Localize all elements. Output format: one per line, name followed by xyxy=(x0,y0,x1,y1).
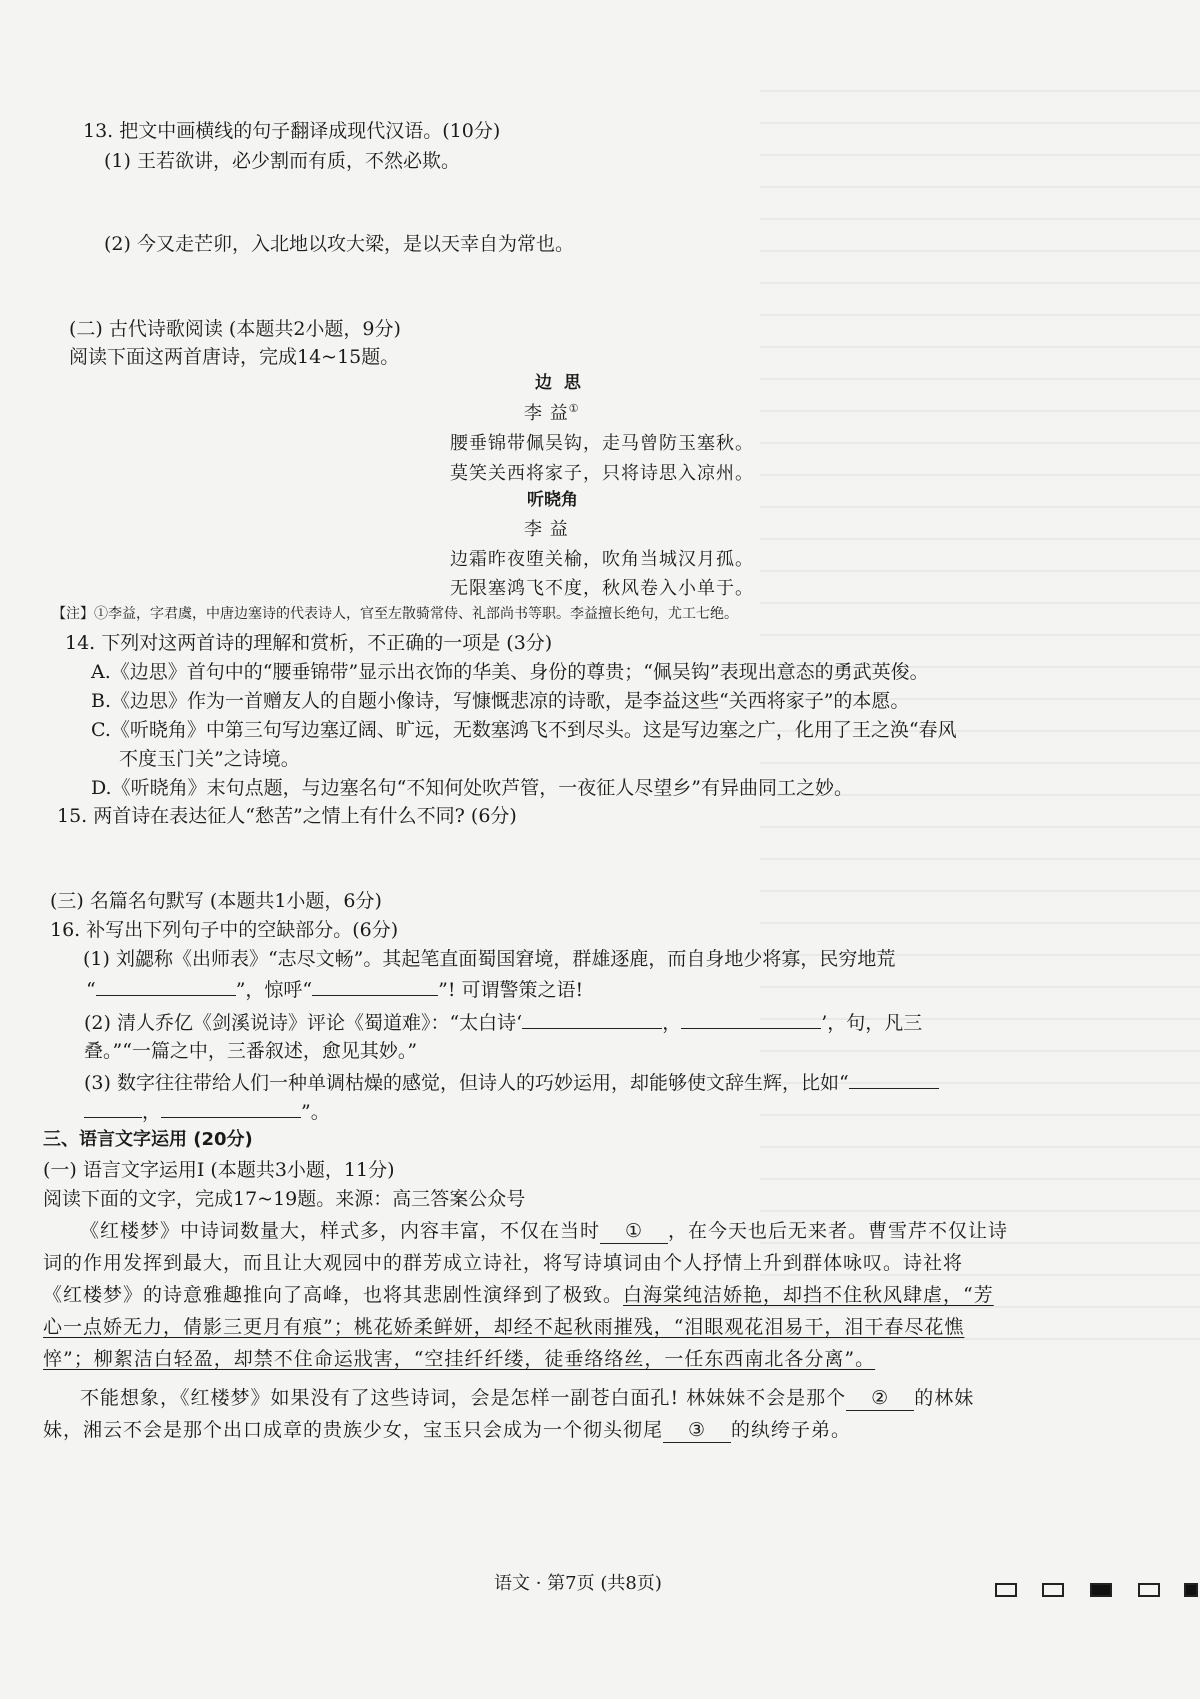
scan-mark xyxy=(1138,1583,1160,1597)
underlined-sentence: 悴”；柳絮洁白轻盈，却禁不住命运戕害，“空挂纤纤缕，徒垂络络丝，一任东西南北各分离”。 xyxy=(43,1348,876,1370)
show-through-text xyxy=(760,90,1200,1340)
poem1-line-1: 腰垂锦带佩吴钩，走马曾防玉塞秋。 xyxy=(450,433,754,454)
underlined-sentence: 白海棠纯洁娇艳，却挡不住秋风肆虐，“芳 xyxy=(623,1284,994,1306)
q13-sentence-1: (1) 王若欲讲，必少割而有质，不然必欺。 xyxy=(104,150,460,172)
page-footer: 语文 · 第7页 (共8页) xyxy=(494,1573,662,1594)
q13-stem: 13. 把文中画横线的句子翻译成现代汉语。(10分) xyxy=(83,120,501,142)
poetry-intro: 阅读下面这两首唐诗，完成14~15题。 xyxy=(69,346,400,368)
section-heading-poetry: (二) 古代诗歌阅读 (本题共2小题，9分) xyxy=(69,318,401,340)
passage-line-7: 妹，湘云不会是那个出口成章的贵族少女，宝玉只会成为一个彻头彻尾 ③ 的纨绔子弟。 xyxy=(43,1419,852,1441)
part-heading-language: 三、语言文字运用 (20分) xyxy=(43,1129,253,1150)
q16-stem: 16. 补写出下列句子中的空缺部分。(6分) xyxy=(50,919,399,941)
answer-blank[interactable] xyxy=(84,1099,142,1118)
scan-mark xyxy=(995,1583,1017,1597)
q14-stem: 14. 下列对这两首诗的理解和赏析，不正确的一项是 (3分) xyxy=(65,632,553,654)
q14-option-c-line1: C.《听晓角》中第三句写边塞辽阔、旷远，无数塞鸿飞不到尽头。这是写边塞之广，化用了王之涣“春风 xyxy=(91,719,957,741)
passage-line-3: 《红楼梦》的诗意雅趣推向了高峰，也将其悲剧性演绎到了极致。白海棠纯洁娇艳，却挡不住秋风肆虐，“芳 xyxy=(43,1284,994,1306)
poem1-author-note-marker: ① xyxy=(568,402,580,415)
q15-stem: 15. 两首诗在表达征人“愁苦”之情上有什么不同? (6分) xyxy=(57,805,517,827)
answer-blank[interactable] xyxy=(312,977,438,996)
passage-blank-2[interactable]: ② xyxy=(846,1387,914,1411)
scan-mark xyxy=(1090,1583,1112,1597)
q14-option-a: A.《边思》首句中的“腰垂锦带”显示出衣饰的华美、身份的尊贵；“佩吴钩”表现出意态的勇武英俊。 xyxy=(91,661,929,683)
q14-option-c-line2: 不度玉门关”之诗境。 xyxy=(119,748,300,770)
poem1-title: 边 思 xyxy=(535,373,584,393)
underlined-sentence: 心一点娇无力，倩影三更月有痕”；桃花娇柔鲜妍，却经不起秋雨摧残，“泪眼观花泪易干，泪干春尽花憔 xyxy=(43,1316,965,1338)
passage-line-1: 《红楼梦》中诗词数量大，样式多，内容丰富，不仅在当时 ① ，在今天也后无来者。曹雪芹不仅让诗 xyxy=(80,1220,1009,1242)
passage-line-6: 不能想象，《红楼梦》如果没有了这些诗词，会是怎样一副苍白面孔! 林妹妹不会是那个 ② 的林妹 xyxy=(80,1387,975,1409)
poem1-author: 李 益① xyxy=(524,402,580,424)
scan-mark xyxy=(1184,1583,1198,1597)
q13-sentence-2: (2) 今又走芒卯，入北地以攻大梁，是以天幸自为常也。 xyxy=(104,233,574,255)
answer-blank[interactable] xyxy=(96,977,236,996)
q16-item3-line2: ， ”。 xyxy=(84,1099,330,1124)
poem2-line-1: 边霜昨夜堕关榆，吹角当城汉月孤。 xyxy=(450,549,754,570)
q16-item2-line2: 叠。”“一篇之中，三番叙述，愈见其妙。” xyxy=(84,1040,418,1062)
poem1-line-2: 莫笑关西将家子，只将诗思入凉州。 xyxy=(450,463,754,484)
q14-option-b: B.《边思》作为一首赠友人的自题小像诗，写慷慨悲凉的诗歌，是李益这些“关西将家子”的本愿。 xyxy=(91,690,910,712)
q16-item1-line1: (1) 刘勰称《出师表》“志尽文畅”。其起笔直面蜀国窘境，群雄逐鹿，而自身地少将寡，民穷地荒 xyxy=(83,948,896,970)
answer-blank[interactable] xyxy=(849,1070,939,1089)
passage-line-2: 词的作用发挥到最大，而且让大观园中的群芳成立诗社，将写诗填词由个人抒情上升到群体咏叹。诗社将 xyxy=(43,1252,964,1274)
subsection-heading-language-1: (一) 语言文字运用Ⅰ (本题共3小题，11分) xyxy=(43,1159,395,1181)
q16-item3-line1: (3) 数字往往带给人们一种单调枯燥的感觉，但诗人的巧妙运用，却能够使文辞生辉，比如“ xyxy=(84,1070,939,1095)
poem2-author: 李 益 xyxy=(524,519,569,540)
passage-intro: 阅读下面的文字，完成17~19题。来源：高三答案公众号 xyxy=(43,1188,526,1210)
passage-blank-1[interactable]: ① xyxy=(600,1220,668,1244)
q16-item1-line2: “ ”，惊呼“ ”! 可谓警策之语! xyxy=(86,979,584,1001)
scan-mark xyxy=(1042,1583,1064,1597)
poem2-line-2: 无限塞鸿飞不度，秋风卷入小单于。 xyxy=(450,578,754,599)
poem-annotation: 【注】①李益，字君虞，中唐边塞诗的代表诗人，官至左散骑常侍、礼部尚书等职。李益擅长绝句，尤工七绝。 xyxy=(52,606,738,622)
answer-blank[interactable] xyxy=(522,1010,662,1029)
answer-blank[interactable] xyxy=(161,1099,301,1118)
passage-blank-3[interactable]: ③ xyxy=(663,1419,731,1443)
q14-option-d: D.《听晓角》末句点题，与边塞名句“不知何处吹芦管，一夜征人尽望乡”有异曲同工之妙。 xyxy=(91,777,854,799)
section-heading-recitation: (三) 名篇名句默写 (本题共1小题，6分) xyxy=(50,890,382,912)
answer-blank[interactable] xyxy=(681,1010,821,1029)
poem2-title: 听晓角 xyxy=(527,490,578,510)
q16-item2-line1: (2) 清人乔亿《剑溪说诗》评论《蜀道难》：“太白诗‘ ， ’，句，凡三 xyxy=(84,1012,923,1034)
